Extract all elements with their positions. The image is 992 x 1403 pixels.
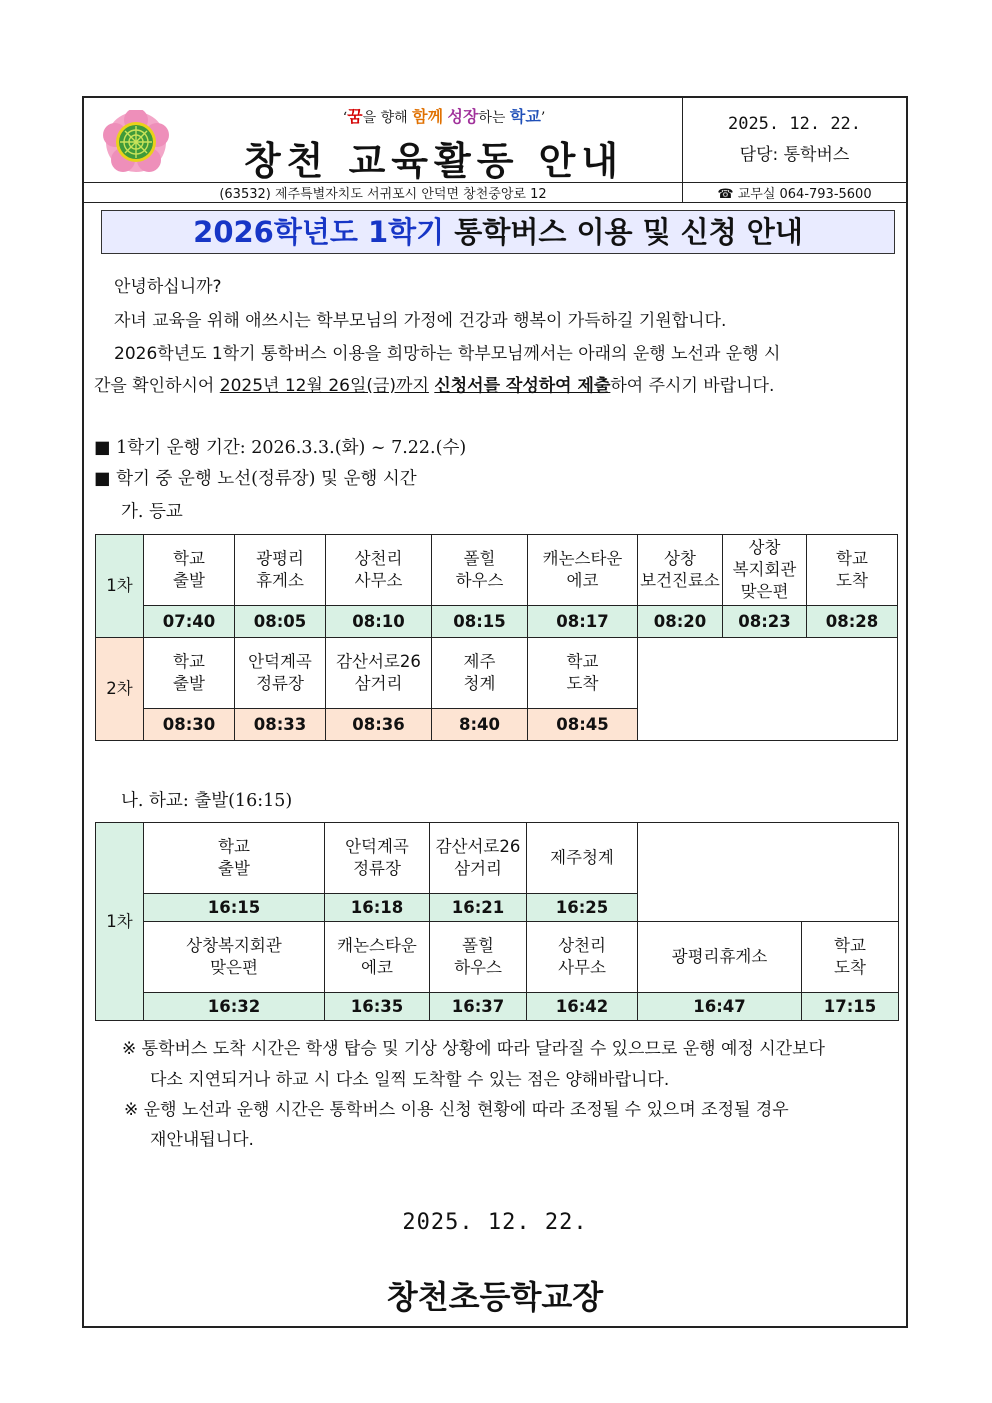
stop-cell: 제주 청계 [432, 638, 528, 709]
stop-cell: 캐논스타운 에코 [325, 922, 430, 993]
note-1a: ※ 통학버스 도착 시간은 학생 탑승 및 기상 상황에 따라 달라질 수 있으므로 운행 예정 시간보다 [122, 1039, 825, 1059]
document-title: 창천 교육활동 안내 [243, 139, 625, 183]
stop-cell: 상천리 사무소 [527, 922, 638, 993]
section-morning: 가. 등교 [121, 502, 183, 522]
afternoon-schedule-table [95, 822, 899, 1021]
body-line-2: 2026학년도 1학기 통학버스 이용을 희망하는 학부모님께서는 아래의 운행 노선과 운행 시 [114, 344, 781, 364]
morning-trip2-stops [96, 638, 898, 709]
time-cell: 8:40 [432, 709, 528, 741]
stop-cell: 상천리 사무소 [326, 535, 432, 606]
notice-title: 2026학년도 1학기 통학버스 이용 및 신청 안내 [101, 210, 895, 254]
morning-trip1-label: 1차 [96, 535, 144, 638]
time-cell: 08:28 [807, 606, 898, 638]
time-cell: 08:33 [235, 709, 326, 741]
school-emblem-icon [100, 110, 172, 174]
time-cell: 08:36 [326, 709, 432, 741]
afternoon-row2-stops [96, 922, 899, 993]
stop-cell: 안덕계곡 정류장 [325, 823, 430, 894]
stop-cell: 학교 출발 [144, 823, 325, 894]
stop-cell: 학교 도착 [807, 535, 898, 606]
stop-cell: 학교 출발 [144, 535, 235, 606]
time-cell: 08:30 [144, 709, 235, 741]
section-period: ■ 1학기 운행 기간: 2026.3.3.(화) ~ 7.22.(수) [94, 438, 467, 458]
document-frame [82, 96, 908, 1328]
time-cell: 16:32 [144, 993, 325, 1021]
stop-cell: 광평리 휴게소 [235, 535, 326, 606]
afternoon-row1-stops [96, 823, 899, 894]
stop-cell: 안덕계곡 정류장 [235, 638, 326, 709]
stop-cell: 학교 출발 [144, 638, 235, 709]
time-cell: 08:23 [723, 606, 807, 638]
header-left [84, 98, 683, 182]
stop-cell: 광평리휴게소 [638, 922, 802, 993]
body-line-3: 간을 확인하시어 2025년 12월 26일(금)까지 신청서를 작성하여 제출하여 주시기 바랍니다. [94, 376, 775, 396]
morning-trip2-label: 2차 [96, 638, 144, 741]
time-cell: 08:15 [432, 606, 528, 638]
time-cell: 08:45 [528, 709, 638, 741]
stop-cell: 폴힐 하우스 [430, 922, 527, 993]
morning-trip1-stops [96, 535, 898, 606]
time-cell: 16:15 [144, 894, 325, 922]
stop-cell: 감산서로26 삼거리 [326, 638, 432, 709]
morning-schedule-table [95, 534, 898, 741]
section-afternoon: 나. 하교: 출발(16:15) [121, 791, 293, 811]
time-cell: 08:20 [638, 606, 723, 638]
time-cell: 16:47 [638, 993, 802, 1021]
time-cell: 16:25 [527, 894, 638, 922]
body-line-1: 자녀 교육을 위해 애쓰시는 학부모님의 가정에 건강과 행복이 가득하길 기원합니다. [114, 311, 727, 331]
time-cell: 16:37 [430, 993, 527, 1021]
time-cell: 16:21 [430, 894, 527, 922]
stop-cell: 캐논스타운 에코 [528, 535, 638, 606]
note-1b: 다소 지연되거나 하교 시 다소 일찍 도착할 수 있는 점은 양해바랍니다. [150, 1070, 670, 1090]
time-cell: 07:40 [144, 606, 235, 638]
time-cell: 08:17 [528, 606, 638, 638]
empty-cell [638, 823, 899, 922]
afternoon-trip-label: 1차 [96, 823, 144, 1021]
address-row [84, 182, 906, 203]
section-route: ■ 학기 중 운행 노선(정류장) 및 운행 시간 [94, 469, 417, 489]
header-staff: 담당: 통학버스 [739, 145, 850, 165]
signature-date: 2025. 12. 22. [402, 1210, 588, 1235]
greeting: 안녕하십니까? [114, 277, 222, 297]
time-cell: 08:10 [326, 606, 432, 638]
note-2a: ※ 운행 노선과 운행 시간은 통학버스 이용 신청 현황에 따라 조정될 수 있으며 조정될 경우 [124, 1100, 789, 1120]
stop-cell: 상창 보건진료소 [638, 535, 723, 606]
time-cell: 16:18 [325, 894, 430, 922]
note-2b: 재안내됩니다. [150, 1130, 254, 1150]
header-right [683, 98, 906, 182]
time-cell: 16:35 [325, 993, 430, 1021]
empty-cell [638, 638, 898, 741]
school-slogan: ‘꿈을 향해 함께 성장하는 학교’ [342, 107, 546, 126]
morning-trip1-times [96, 606, 898, 638]
signature-name: 창천초등학교장 [386, 1278, 604, 1316]
stop-cell: 학교 도착 [802, 922, 899, 993]
stop-cell: 상창복지회관 맞은편 [144, 922, 325, 993]
afternoon-row2-times [96, 993, 899, 1021]
stop-cell: 감산서로26 삼거리 [430, 823, 527, 894]
school-address: (63532) 제주특별자치도 서귀포시 안덕면 창천중앙로 12 [84, 183, 683, 202]
stop-cell: 상창 복지회관 맞은편 [723, 535, 807, 606]
time-cell: 08:05 [235, 606, 326, 638]
stop-cell: 폴힐 하우스 [432, 535, 528, 606]
header-date: 2025. 12. 22. [727, 114, 862, 134]
stop-cell: 제주청계 [527, 823, 638, 894]
stop-cell: 학교 도착 [528, 638, 638, 709]
school-phone: ☎ 교무실 064-793-5600 [717, 187, 872, 202]
header [84, 98, 906, 183]
time-cell: 16:42 [527, 993, 638, 1021]
time-cell: 17:15 [802, 993, 899, 1021]
